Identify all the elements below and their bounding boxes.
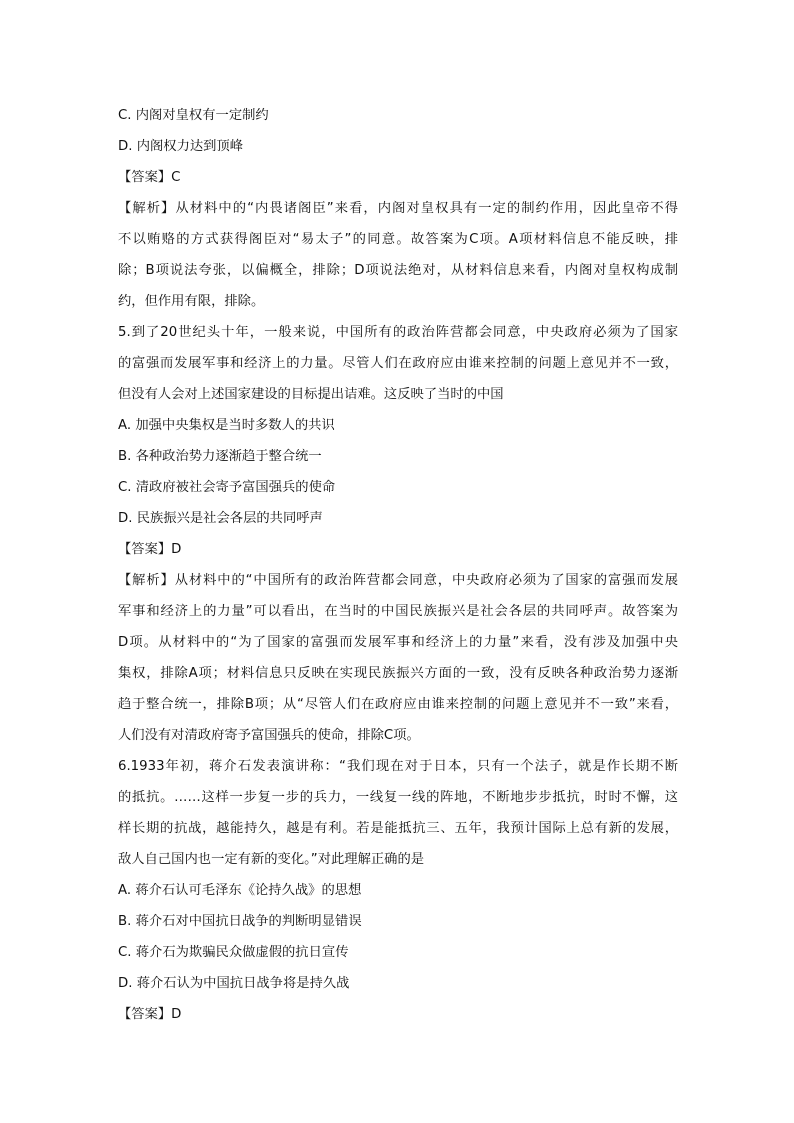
q5-analysis-line: 【解析】从材料中的“中国所有的政治阵营都会同意，中央政府必须为了国家的富强而发展 [118, 573, 678, 588]
q5-option-b: B. 各种政治势力逐渐趋于整合统一 [118, 449, 322, 464]
q6-stem-line: 6.1933年初，蒋介石发表演讲称：“我们现在对于日本，只有一个法子，就是作长期不断 [118, 759, 678, 774]
q6-option-a: A. 蒋介石认可毛泽东《论持久战》的思想 [118, 883, 362, 898]
q5-analysis-line: 集权，排除A项；材料信息只反映在实现民族振兴方面的一致，没有反映各种政治势力逐渐 [118, 666, 678, 681]
q5-option-d: D. 民族振兴是社会各层的共同呼声 [118, 511, 323, 526]
q4-analysis-line: 不以贿赂的方式获得阁臣对“易太子”的同意。故答案为C项。A项材料信息不能反映，排 [118, 232, 678, 247]
q4-answer: 【答案】C [118, 170, 181, 185]
q4-option-c: C. 内阁对皇权有一定制约 [118, 108, 269, 123]
q4-analysis-line: 【解析】从材料中的“内畏诸阁臣”来看，内阁对皇权具有一定的制约作用，因此皇帝不得 [118, 201, 678, 216]
q6-option-b: B. 蒋介石对中国抗日战争的判断明显错误 [118, 914, 362, 929]
q5-option-c: C. 清政府被社会寄予富国强兵的使命 [118, 480, 336, 495]
q4-analysis-line: 约，但作用有限，排除。 [118, 294, 265, 309]
q5-answer: 【答案】D [118, 542, 182, 557]
q6-answer: 【答案】D [118, 1007, 182, 1022]
q4-analysis-line: 除；B项说法夸张，以偏概全，排除；D项说法绝对，从材料信息来看，内阁对皇权构成制 [118, 263, 678, 278]
q5-analysis-line: 趋于整合统一，排除B项；从“尽管人们在政府应由谁来控制的问题上意见并不一致”来看， [118, 697, 678, 712]
q6-option-d: D. 蒋介石认为中国抗日战争将是持久战 [118, 976, 350, 991]
q5-stem-line: 的富强而发展军事和经济上的力量。尽管人们在政府应由谁来控制的问题上意见并不一致， [118, 356, 678, 371]
q6-stem-line: 样长期的抗战，越能持久，越是有利。若是能抵抗三、五年，我预计国际上总有新的发展， [118, 821, 678, 836]
q6-stem-line: 的抵抗。……这样一步复一步的兵力，一线复一线的阵地，不断地步步抵抗，时时不懈，这 [118, 790, 678, 805]
q6-stem-line: 敌人自己国内也一定有新的变化。”对此理解正确的是 [118, 852, 425, 867]
q5-analysis-line: 军事和经济上的力量”可以看出，在当时的中国民族振兴是社会各层的共同呼声。故答案为 [118, 604, 678, 619]
q5-analysis-line: D项。从材料中的“为了国家的富强而发展军事和经济上的力量”来看，没有涉及加强中央 [118, 635, 678, 650]
document-page [118, 100, 678, 1030]
q4-option-d: D. 内阁权力达到顶峰 [118, 139, 244, 154]
q5-stem-line: 5.到了20世纪头十年，一般来说，中国所有的政治阵营都会同意，中央政府必须为了国家 [118, 325, 678, 340]
q6-option-c: C. 蒋介石为欺骗民众做虚假的抗日宣传 [118, 945, 349, 960]
q5-analysis-line: 人们没有对清政府寄予富国强兵的使命，排除C项。 [118, 728, 420, 743]
q5-stem-line: 但没有人会对上述国家建设的目标提出诘难。这反映了当时的中国 [118, 387, 504, 402]
q5-option-a: A. 加强中央集权是当时多数人的共识 [118, 418, 335, 433]
